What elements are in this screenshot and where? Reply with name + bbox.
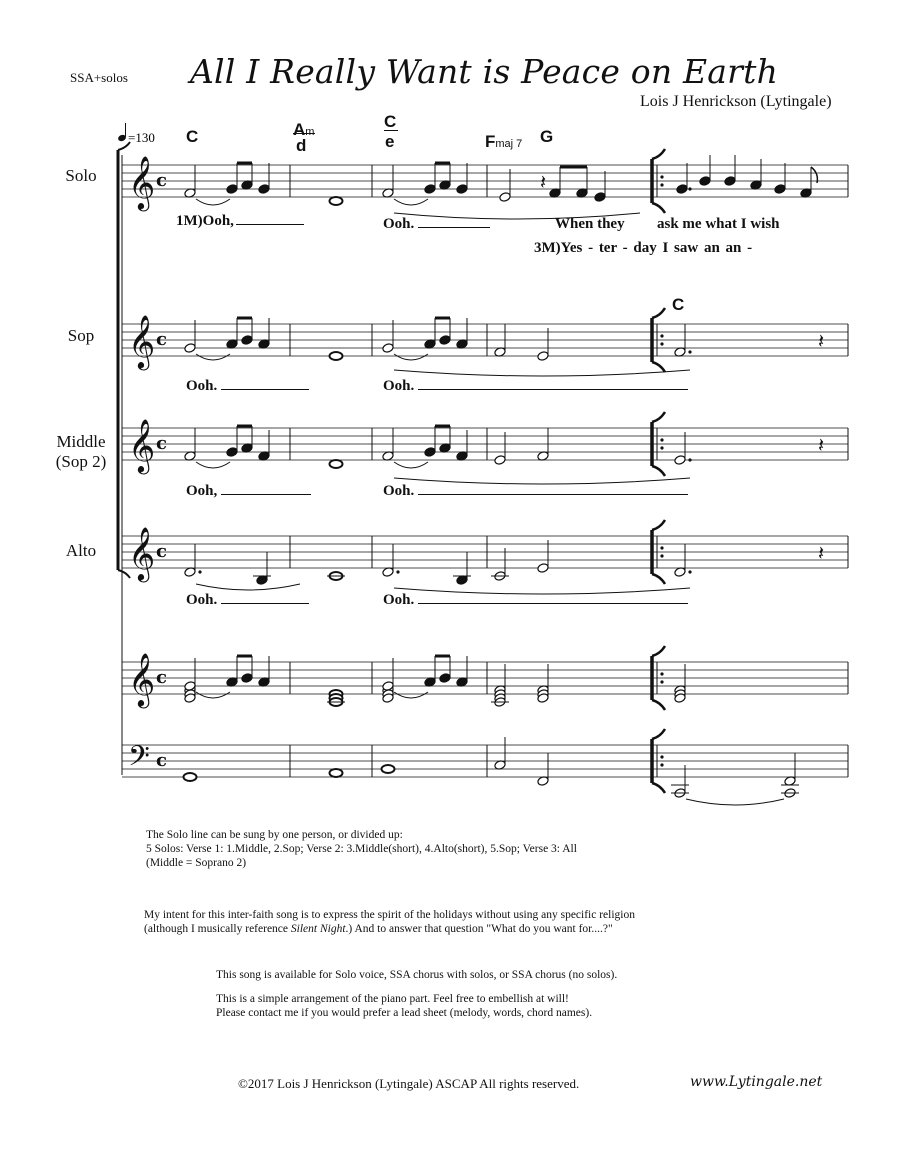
instrument-solo: Solo — [65, 166, 97, 185]
instrument-sop: Sop — [67, 326, 95, 345]
lyric-sop-1: Ooh. — [186, 378, 309, 395]
svg-text:c: c — [156, 750, 167, 771]
lyric-mid-2: Ooh. — [383, 483, 688, 500]
svg-text:c: c — [156, 541, 167, 562]
lyric-solo-2: Ooh. — [383, 216, 490, 233]
instrument-alto: Alto — [65, 541, 97, 560]
lyric-alto-2: Ooh. — [383, 592, 688, 609]
note-line-5: (although I musically reference Silent Night.) And to answer that question "What do you want for....?" — [144, 923, 613, 935]
svg-text:𝄞: 𝄞 — [128, 155, 156, 209]
chord-am-root: A — [293, 120, 306, 139]
website-link[interactable]: www.Lytingale.net — [690, 1074, 823, 1090]
chord-c-2: C — [672, 295, 685, 314]
lyric-solo-ask: ask me what I wish — [657, 216, 780, 232]
chord-g: G — [540, 127, 554, 146]
svg-text:𝄞: 𝄞 — [128, 526, 156, 580]
svg-text:c: c — [156, 667, 167, 688]
svg-text:𝄞: 𝄞 — [128, 652, 156, 706]
note-line-8: Please contact me if you would prefer a lead sheet (melody, words, chord names). — [216, 1007, 593, 1019]
chord-slash-line — [293, 133, 315, 134]
voicing-label: SSA+solos — [70, 70, 128, 85]
note-line-3: (Middle = Soprano 2) — [146, 857, 247, 869]
copyright-notice: ©2017 Lois J Henrickson (Lytingale) ASCAP All rights reserved. — [238, 1076, 580, 1091]
chord-c-e — [384, 112, 397, 151]
svg-text:c: c — [156, 329, 167, 350]
note-availability — [216, 968, 617, 1020]
chord-am-bass: d — [296, 136, 307, 155]
lyric-solo-verse3: 3M)Yes - ter - day I saw an an - — [534, 240, 753, 256]
lyric-mid-1: Ooh, — [186, 483, 311, 500]
svg-text:𝄽: 𝄽 — [818, 329, 825, 353]
note-line-4: My intent for this inter-faith song is to express the spirit of the holidays without using any specific religion — [144, 909, 635, 921]
lyric-solo-1: 1M)Ooh, — [176, 213, 304, 230]
svg-text:𝄽: 𝄽 — [818, 541, 825, 565]
instrument-middle-sub: (Sop 2) — [55, 452, 107, 471]
note-line-7: This is a simple arrangement of the piano part. Feel free to embellish at will! — [216, 993, 569, 1005]
svg-text:𝄢: 𝄢 — [128, 740, 150, 780]
tempo-marking — [117, 123, 155, 145]
chord-am-quality: m — [305, 126, 315, 138]
tempo-value: =130 — [128, 130, 155, 145]
svg-text:c: c — [156, 433, 167, 454]
lyric-alto-1: Ooh. — [186, 592, 309, 609]
lyric-sop-2: Ooh. — [383, 378, 688, 395]
chord-c: C — [186, 127, 199, 146]
note-solo-division — [146, 828, 577, 870]
svg-text:c: c — [156, 170, 167, 191]
note-intent — [144, 908, 635, 936]
instrument-middle-label: Middle — [56, 432, 106, 451]
chord-ce-root: C — [384, 112, 397, 131]
chord-f-root: F — [485, 132, 496, 151]
svg-text:𝄽: 𝄽 — [540, 170, 547, 194]
chord-ce-bass: e — [385, 132, 395, 151]
note-line-2: 5 Solos: Verse 1: 1.Middle, 2.Sop; Verse 2: 3.Middle(short), 4.Alto(short), 5.Sop; Verse 3: All — [146, 843, 577, 855]
note-line-6: This song is available for Solo voice, SSA chorus with solos, or SSA chorus (no solos). — [216, 969, 618, 981]
note-line-1: The Solo line can be sung by one person, or divided up: — [146, 829, 403, 841]
lyric-solo-when: When they — [555, 216, 625, 232]
chord-am-d — [293, 120, 315, 155]
chord-fmaj7 — [485, 132, 522, 152]
instrument-middle — [26, 432, 136, 472]
chord-slash-line-2 — [384, 130, 398, 131]
composer-credit: Lois J Henrickson (Lytingale) — [640, 93, 832, 110]
svg-text:𝄞: 𝄞 — [128, 314, 156, 368]
chord-f-quality: maj 7 — [495, 138, 523, 150]
svg-text:𝄽: 𝄽 — [818, 433, 825, 457]
svg-text:𝄞: 𝄞 — [128, 418, 156, 472]
song-title: All I Really Want is Peace on Earth — [190, 52, 779, 91]
